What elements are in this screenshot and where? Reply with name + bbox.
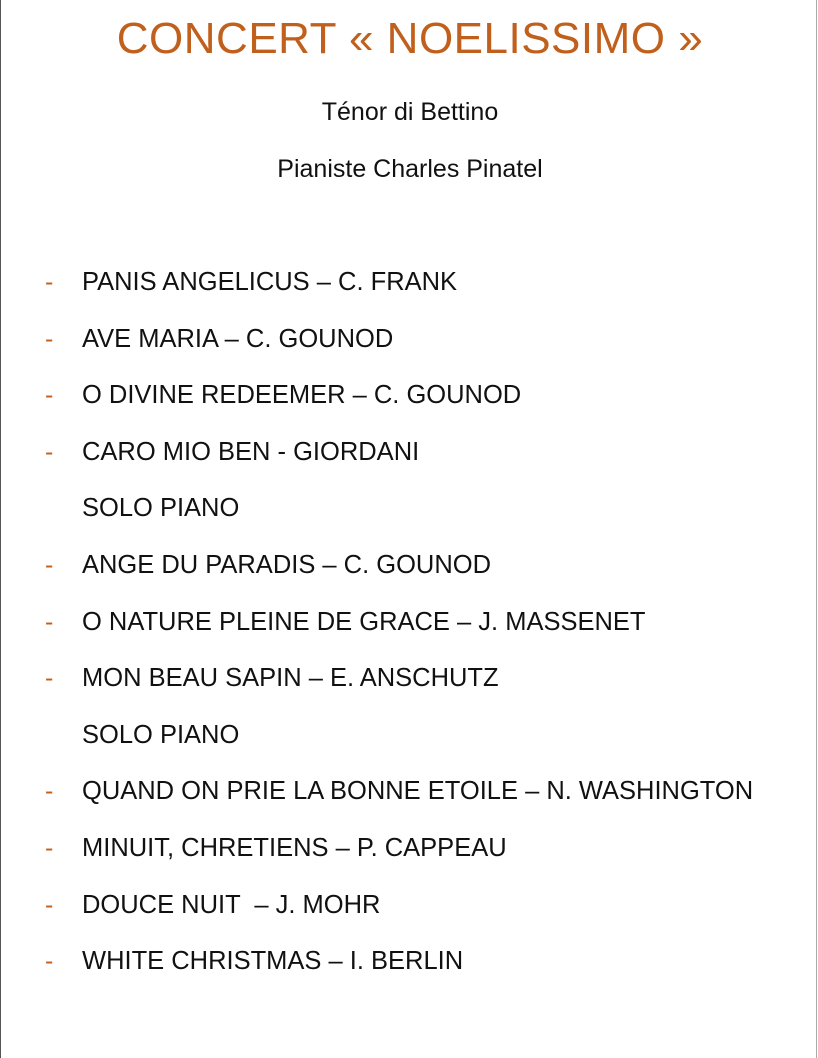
program-item <box>1 376 818 433</box>
program-item-text: WHITE CHRISTMAS – I. BERLIN <box>82 947 464 976</box>
program-item-text: CARO MIO BEN - GIORDANI <box>82 437 420 466</box>
interlude-item <box>1 489 818 546</box>
bullet-dash-icon: - <box>45 664 54 693</box>
bullet-dash-icon: - <box>45 437 54 466</box>
program-item <box>1 546 818 603</box>
program-item <box>1 659 818 716</box>
bullet-dash-icon: - <box>45 381 54 410</box>
program-item <box>1 942 818 999</box>
tenor-credit: Ténor di Bettino <box>321 98 499 126</box>
program-item <box>1 886 818 943</box>
program-item-text: O DIVINE REDEEMER – C. GOUNOD <box>82 381 522 410</box>
program-item <box>1 320 818 377</box>
program-item <box>1 603 818 660</box>
bullet-dash-icon: - <box>45 324 54 353</box>
bullet-dash-icon: - <box>45 550 54 579</box>
bullet-dash-icon: - <box>45 268 54 296</box>
interlude-item <box>1 716 818 773</box>
page-title: CONCERT « NOELISSIMO » <box>116 14 704 63</box>
program-item-text: AVE MARIA – C. GOUNOD <box>82 324 394 353</box>
program-item <box>1 772 818 829</box>
program-item <box>1 829 818 886</box>
program-item-text: MON BEAU SAPIN – E. ANSCHUTZ <box>82 664 499 693</box>
bullet-dash-icon: - <box>45 947 54 976</box>
program-item-text: QUAND ON PRIE LA BONNE ETOILE – N. WASHINGTON <box>82 777 754 806</box>
program-item-text: SOLO PIANO <box>82 494 240 523</box>
bullet-dash-icon: - <box>45 890 54 919</box>
program-item-text: SOLO PIANO <box>82 720 240 749</box>
bullet-dash-icon: - <box>45 833 54 862</box>
program-list <box>1 263 818 999</box>
program-item-text: O NATURE PLEINE DE GRACE – J. MASSENET <box>82 607 646 636</box>
program-item-text: DOUCE NUIT – J. MOHR <box>82 890 381 919</box>
program-item-text: ANGE DU PARADIS – C. GOUNOD <box>82 550 492 579</box>
bullet-dash-icon: - <box>45 607 54 636</box>
pianist-credit: Pianiste Charles Pinatel <box>277 155 543 183</box>
program-item <box>1 433 818 490</box>
program-item-text: PANIS ANGELICUS – C. FRANK <box>82 268 458 296</box>
bullet-dash-icon: - <box>45 777 54 806</box>
program-item <box>1 263 818 320</box>
program-item-text: MINUIT, CHRETIENS – P. CAPPEAU <box>82 833 507 862</box>
